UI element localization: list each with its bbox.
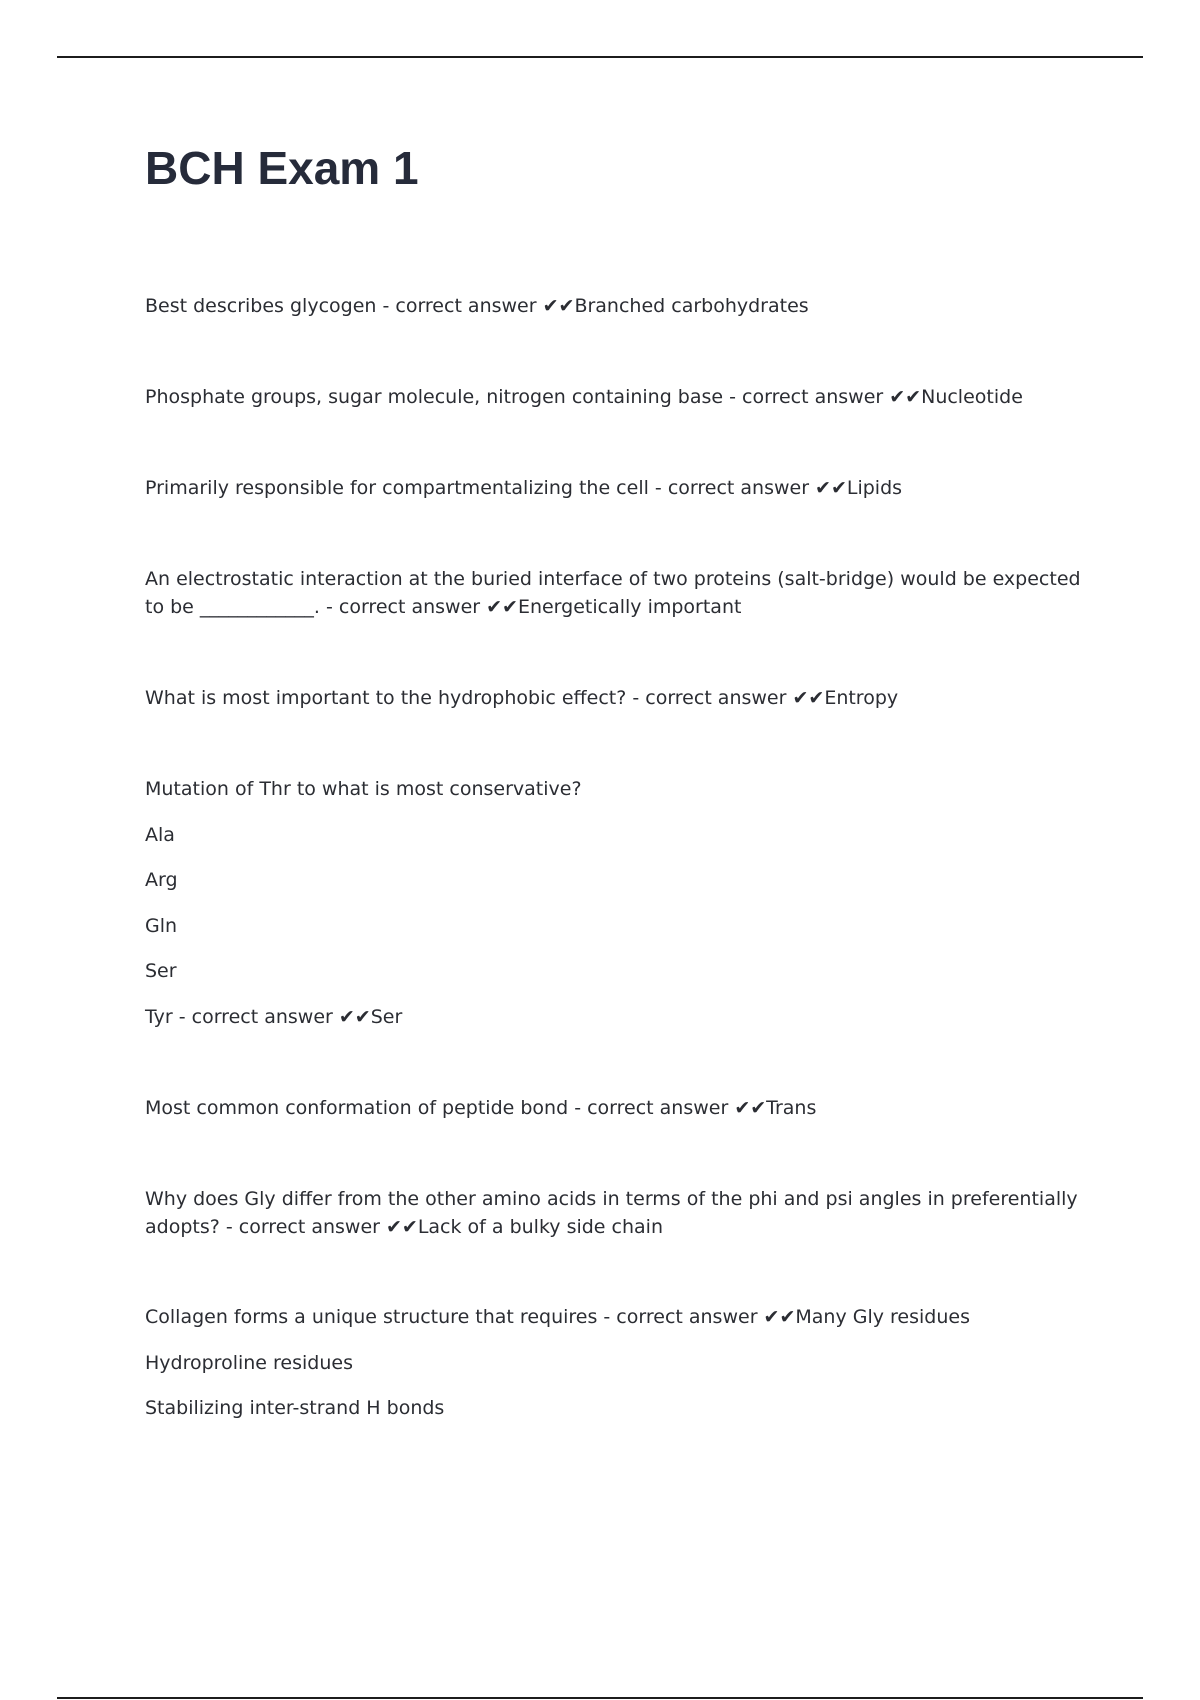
qa-item: Primarily responsible for compartmentalizing the cell - correct answer ✔✔Lipids bbox=[145, 477, 903, 499]
header-rule bbox=[57, 56, 1143, 58]
answer-continuation: Hydroproline residues bbox=[145, 1352, 353, 1374]
option-item: Arg bbox=[145, 869, 178, 891]
option-item: Gln bbox=[145, 915, 178, 937]
qa-item: Phosphate groups, sugar molecule, nitrogen containing base - correct answer ✔✔Nucleotide bbox=[145, 386, 1023, 408]
option-item: Tyr - correct answer ✔✔Ser bbox=[145, 1006, 403, 1028]
qa-item: What is most important to the hydrophobic effect? - correct answer ✔✔Entropy bbox=[145, 687, 899, 709]
page-title: BCH Exam 1 bbox=[145, 142, 419, 194]
option-item: Ala bbox=[145, 824, 175, 846]
question-text: Mutation of Thr to what is most conservative? bbox=[145, 778, 582, 800]
footer-rule bbox=[57, 1697, 1143, 1699]
qa-item: Best describes glycogen - correct answer ✔✔Branched carbohydrates bbox=[145, 295, 809, 317]
qa-item: An electrostatic interaction at the buried interface of two proteins (salt-bridge) would be expected to be ____________. - correct answer ✔✔Energetically important bbox=[145, 568, 1081, 618]
qa-item: Why does Gly differ from the other amino acids in terms of the phi and psi angles in preferentially adopts? - correct answer ✔✔Lack of a bulky side chain bbox=[145, 1188, 1078, 1238]
answer-continuation: Stabilizing inter-strand H bonds bbox=[145, 1397, 445, 1419]
qa-item: Most common conformation of peptide bond - correct answer ✔✔Trans bbox=[145, 1097, 817, 1119]
option-item: Ser bbox=[145, 960, 177, 982]
qa-item: Collagen forms a unique structure that requires - correct answer ✔✔Many Gly residues bbox=[145, 1306, 970, 1328]
